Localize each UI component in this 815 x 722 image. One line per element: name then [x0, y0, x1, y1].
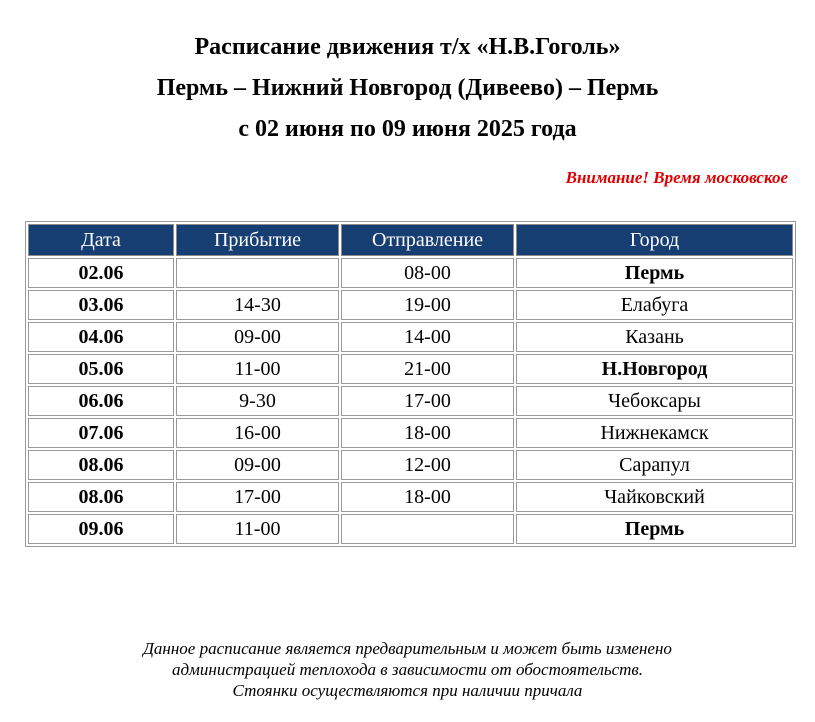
city-cell: Нижнекамск: [516, 418, 793, 448]
table-row: [28, 514, 793, 544]
table-row: [28, 290, 793, 320]
departure-cell: [341, 514, 514, 544]
departure-cell: 21-00: [341, 354, 514, 384]
city-cell: Н.Новгород: [516, 354, 793, 384]
table-header-row: [28, 224, 793, 256]
schedule-title: Расписание движения т/х «Н.В.Гоголь»: [194, 34, 621, 60]
city-cell: Пермь: [516, 258, 793, 288]
route-title: Пермь – Нижний Новгород (Дивеево) – Пермь: [156, 75, 659, 101]
arrival-cell: 14-30: [176, 290, 339, 320]
arrival-cell: 09-00: [176, 322, 339, 352]
moscow-time-notice: Внимание! Время московское: [565, 168, 788, 187]
city-cell: Елабуга: [516, 290, 793, 320]
arrival-cell: 17-00: [176, 482, 339, 512]
schedule-table: [25, 221, 796, 547]
date-cell: 03.06: [28, 290, 174, 320]
departure-cell: 12-00: [341, 450, 514, 480]
city-cell: Сарапул: [516, 450, 793, 480]
arrival-cell: 09-00: [176, 450, 339, 480]
table-row: [28, 418, 793, 448]
table-row: [28, 258, 793, 288]
arrival-cell: [176, 258, 339, 288]
departure-cell: 19-00: [341, 290, 514, 320]
footer-line-1: Данное расписание является предварительным и может быть изменено: [143, 639, 672, 658]
departure-cell: 18-00: [341, 418, 514, 448]
city-cell: Казань: [516, 322, 793, 352]
footer-note: [0, 638, 815, 701]
city-cell: Пермь: [516, 514, 793, 544]
date-cell: 08.06: [28, 482, 174, 512]
departure-cell: 14-00: [341, 322, 514, 352]
arrival-cell: 9-30: [176, 386, 339, 416]
column-header-date: Дата: [28, 224, 174, 256]
departure-cell: 08-00: [341, 258, 514, 288]
date-range-title: с 02 июня по 09 июня 2025 года: [238, 116, 577, 142]
date-cell: 02.06: [28, 258, 174, 288]
date-cell: 08.06: [28, 450, 174, 480]
footer-line-2: администрацией теплохода в зависимости от обостоятельств.: [171, 660, 644, 679]
column-header-departure: Отправление: [341, 224, 514, 256]
departure-cell: 17-00: [341, 386, 514, 416]
table-row: [28, 482, 793, 512]
departure-cell: 18-00: [341, 482, 514, 512]
table-row: [28, 450, 793, 480]
arrival-cell: 11-00: [176, 514, 339, 544]
arrival-cell: 11-00: [176, 354, 339, 384]
date-cell: 07.06: [28, 418, 174, 448]
city-cell: Чайковский: [516, 482, 793, 512]
column-header-city: Город: [516, 224, 793, 256]
column-header-arrival: Прибытие: [176, 224, 339, 256]
date-cell: 04.06: [28, 322, 174, 352]
footer-line-3: Стоянки осуществляются при наличии причала: [232, 681, 583, 700]
date-cell: 05.06: [28, 354, 174, 384]
city-cell: Чебоксары: [516, 386, 793, 416]
arrival-cell: 16-00: [176, 418, 339, 448]
table-row: [28, 386, 793, 416]
date-cell: 09.06: [28, 514, 174, 544]
date-cell: 06.06: [28, 386, 174, 416]
table-row: [28, 322, 793, 352]
table-row: [28, 354, 793, 384]
